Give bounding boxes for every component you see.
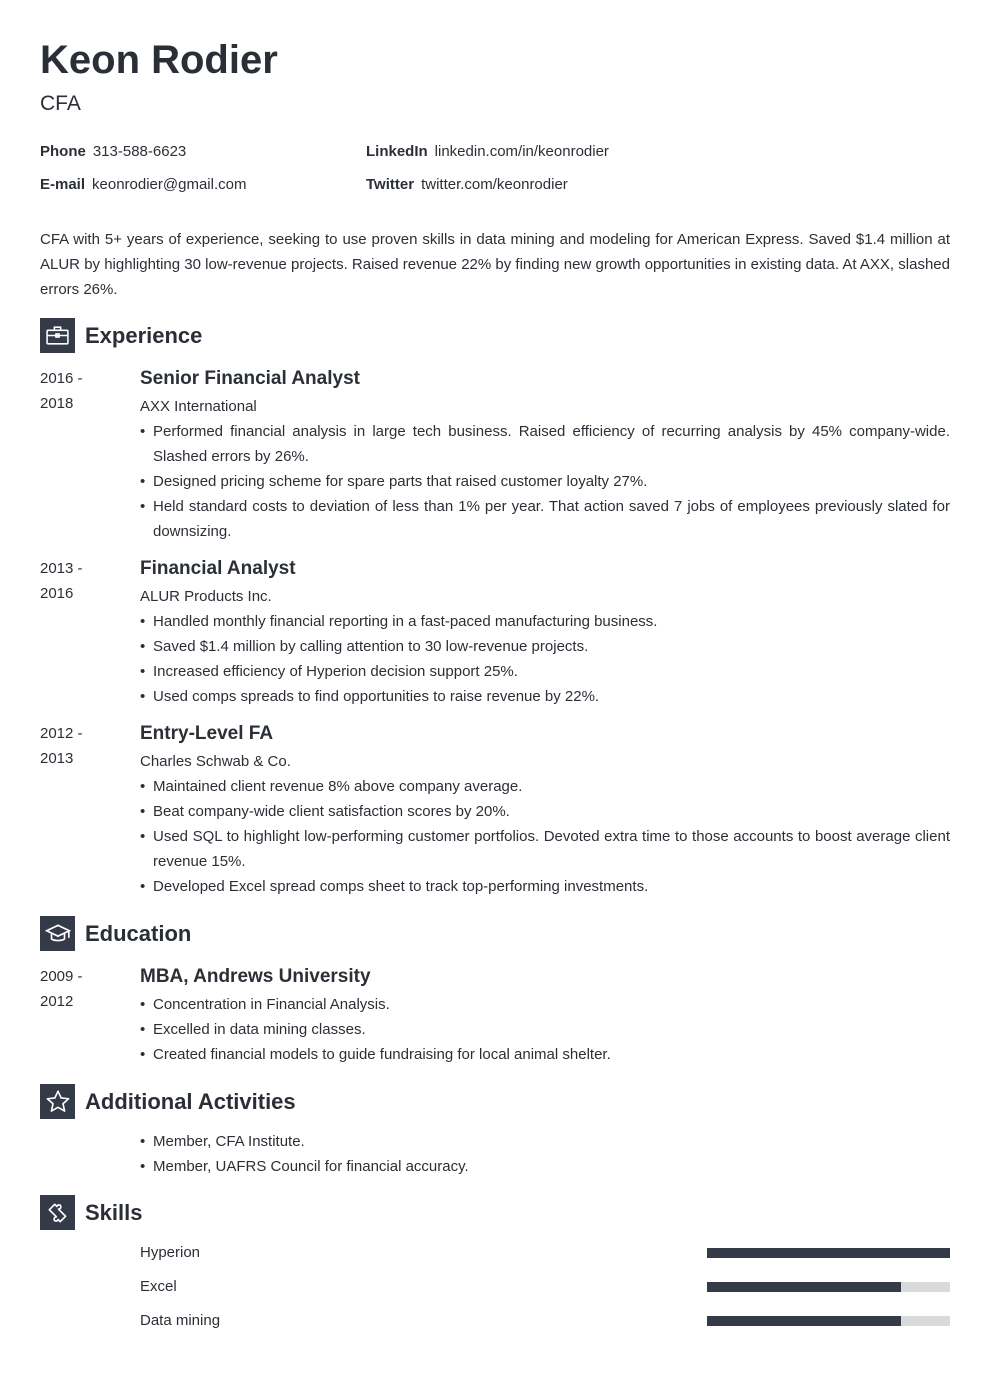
contact-phone <box>40 142 186 162</box>
list-item: • Handled monthly financial reporting in a fast-paced manufacturing business. <box>140 609 950 634</box>
contact-linkedin-value: linkedin.com/in/keonrodier <box>434 143 609 160</box>
bullet-list <box>140 419 950 544</box>
contact-phone-label: Phone <box>40 143 86 160</box>
summary-text: CFA with 5+ years of experience, seeking to use proven skills in data mining and modeling for American Express. Saved $1.4 million at ALUR by highlighting 30 low-revenue projects. Raised revenue 22% by finding new growth opportunities in existing data. At AXX, slashed errors 26%. <box>40 231 950 298</box>
list-item: • Held standard costs to deviation of less than 1% per year. That action saved 7 jobs of employees previously slated for downsizing. <box>140 494 950 544</box>
education-section-header <box>40 916 191 951</box>
list-item: • Beat company-wide client satisfaction scores by 20%. <box>140 799 950 824</box>
bullet-list <box>140 1129 950 1179</box>
degree-title: MBA, Andrews University <box>140 966 371 987</box>
contact-twitter <box>366 175 568 195</box>
entry-dates <box>40 366 110 416</box>
date-start: 2012 - <box>40 725 83 742</box>
activities-section-header <box>40 1084 296 1119</box>
candidate-name: Keon Rodier <box>40 38 278 82</box>
experience-section-title: Experience <box>85 322 203 348</box>
skill-level-fill <box>707 1316 901 1326</box>
list-item: • Increased efficiency of Hyperion decision support 25%. <box>140 659 950 684</box>
skill-level-fill <box>707 1248 950 1258</box>
skill-label: Data mining <box>140 1312 221 1329</box>
date-start: 2016 - <box>40 370 83 387</box>
date-end: 2018 <box>40 395 74 412</box>
list-item: • Member, CFA Institute. <box>140 1129 950 1154</box>
star-icon <box>40 1084 75 1119</box>
graduation-cap-icon <box>40 916 75 951</box>
skill-level-bar <box>707 1316 950 1326</box>
puzzle-piece-icon <box>40 1195 75 1230</box>
entry-dates <box>40 721 110 771</box>
skills-section-title: Skills <box>85 1199 143 1225</box>
list-item: • Concentration in Financial Analysis. <box>140 992 950 1017</box>
employer: ALUR Products Inc. <box>140 588 272 605</box>
date-start: 2013 - <box>40 560 83 577</box>
job-title: Entry-Level FA <box>140 723 274 744</box>
list-item: • Member, UAFRS Council for financial accuracy. <box>140 1154 950 1179</box>
date-end: 2012 <box>40 993 74 1010</box>
date-end: 2016 <box>40 585 74 602</box>
education-entry <box>40 964 950 1067</box>
contact-twitter-value: twitter.com/keonrodier <box>421 176 568 193</box>
employer: Charles Schwab & Co. <box>140 753 291 770</box>
list-item: • Designed pricing scheme for spare parts that raised customer loyalty 27%. <box>140 469 950 494</box>
list-item: • Saved $1.4 million by calling attention to 30 low-revenue projects. <box>140 634 950 659</box>
list-item: • Used comps spreads to find opportunities to raise revenue by 22%. <box>140 684 950 709</box>
job-title: Senior Financial Analyst <box>140 368 360 389</box>
contact-linkedin-label: LinkedIn <box>366 143 428 160</box>
experience-entry <box>40 721 950 899</box>
contact-email <box>40 175 246 195</box>
job-title: Financial Analyst <box>140 558 296 579</box>
list-item: • Excelled in data mining classes. <box>140 1017 950 1042</box>
list-item: • Used SQL to highlight low-performing customer portfolios. Devoted extra time to those accounts to boost average client revenue 15%. <box>140 824 950 874</box>
entry-dates <box>40 964 110 1014</box>
experience-section-header <box>40 318 202 353</box>
bullet-list <box>140 609 950 709</box>
skill-level-bar <box>707 1248 950 1258</box>
bullet-list <box>140 992 950 1067</box>
entry-dates <box>40 556 110 606</box>
contact-email-value: keonrodier@gmail.com <box>92 176 247 193</box>
skill-level-bar <box>707 1282 950 1292</box>
contact-twitter-label: Twitter <box>366 176 415 193</box>
skill-label: Excel <box>140 1278 177 1295</box>
employer: AXX International <box>140 398 257 415</box>
experience-entry <box>40 366 950 544</box>
contact-phone-value: 313-588-6623 <box>92 143 187 160</box>
contact-email-label: E-mail <box>40 176 86 193</box>
skill-label: Hyperion <box>140 1244 201 1261</box>
candidate-title: CFA <box>40 92 81 115</box>
activities-entry <box>40 1129 950 1179</box>
date-start: 2009 - <box>40 968 83 985</box>
skill-level-fill <box>707 1282 901 1292</box>
list-item: • Maintained client revenue 8% above company average. <box>140 774 950 799</box>
list-item: • Developed Excel spread comps sheet to track top-performing investments. <box>140 874 950 899</box>
education-section-title: Education <box>85 920 192 946</box>
experience-entry <box>40 556 950 709</box>
list-item: • Performed financial analysis in large tech business. Raised efficiency of recurring analysis by 45% company-wide. Slashed errors by 26%. <box>140 419 950 469</box>
contact-linkedin <box>366 142 609 162</box>
bullet-list <box>140 774 950 899</box>
date-end: 2013 <box>40 750 74 767</box>
skills-section-header <box>40 1195 142 1230</box>
activities-section-title: Additional Activities <box>85 1088 296 1114</box>
list-item: • Created financial models to guide fundraising for local animal shelter. <box>140 1042 950 1067</box>
briefcase-icon <box>40 318 75 353</box>
